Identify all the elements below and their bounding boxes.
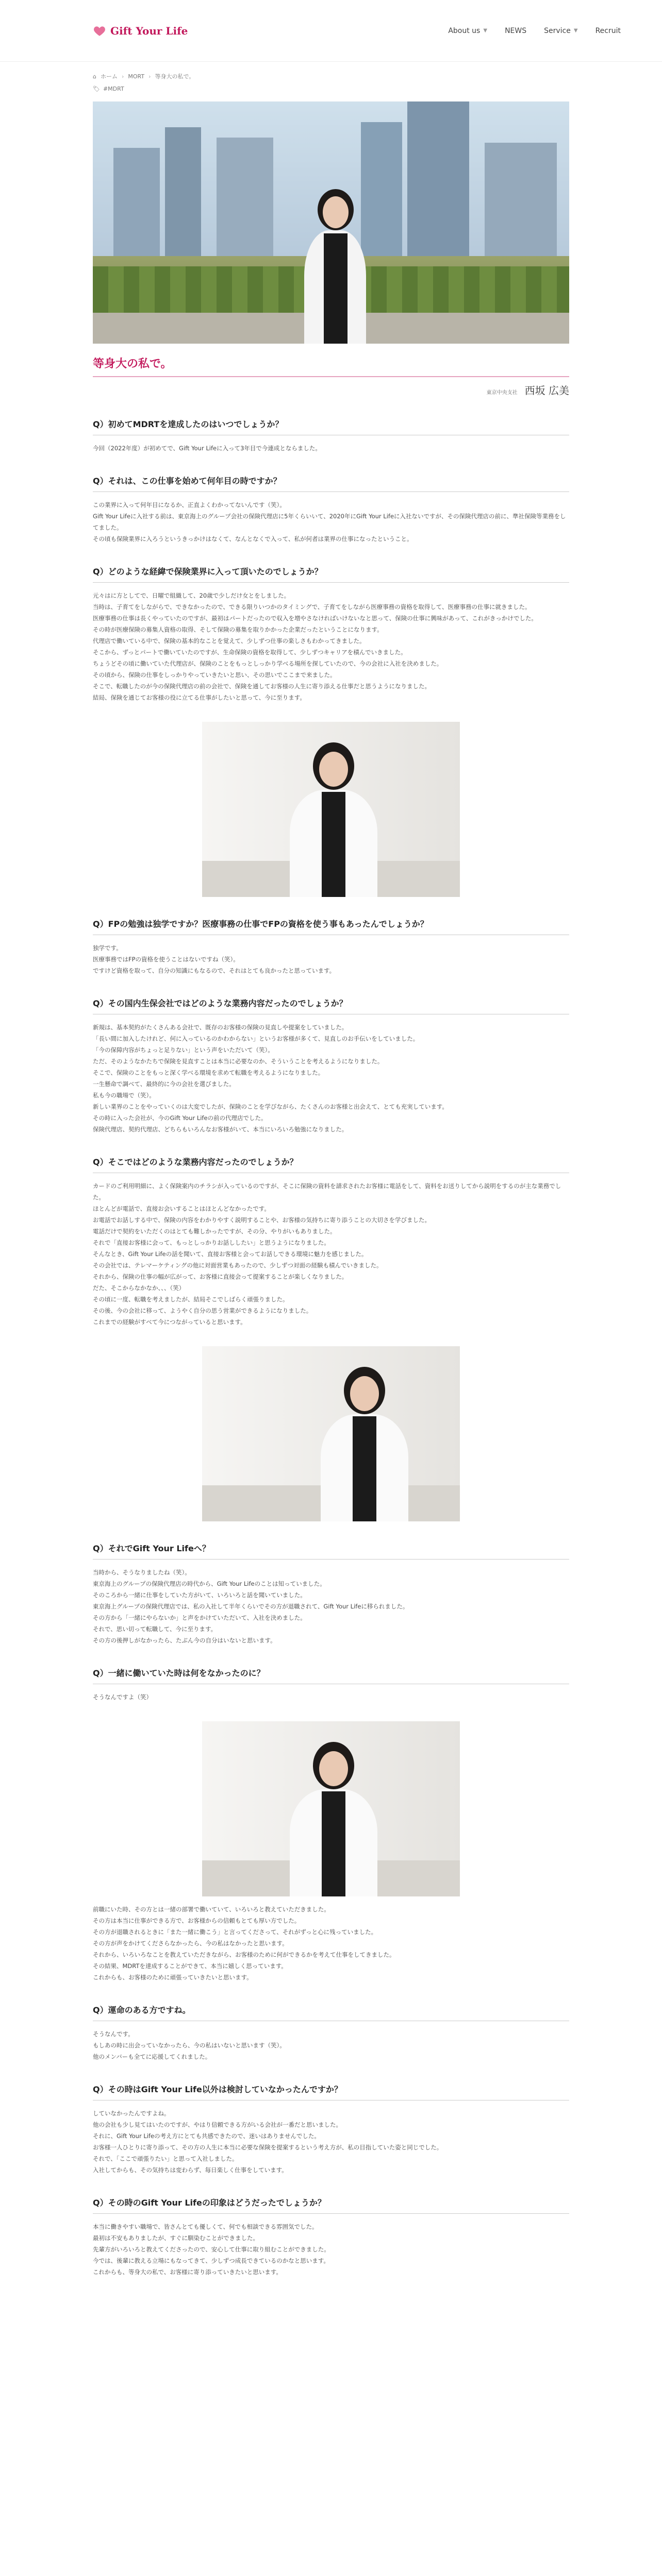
nav-recruit[interactable] — [595, 27, 621, 35]
author-block — [93, 382, 569, 397]
interview-photo — [202, 1721, 460, 1896]
question-heading: Q）その時はGift Your Life以外は検討していなかったんですか？ — [93, 2083, 569, 2100]
chevron-right-icon: › — [148, 73, 151, 80]
interview-photo — [202, 722, 460, 897]
question-heading: Q）その国内生保会社ではどのような業務内容だったのでしょうか？ — [93, 997, 569, 1014]
nav-label: Recruit — [595, 26, 621, 35]
article — [93, 101, 569, 2278]
answer-text: していなかったんですよね。 他の会社も少し見てはいたのですが、やはり信頼できる方がいる会社が一番だと思いました。 それに、Gift Your Lifeの考え方にとても共感できたので、迷いはありませんでした。 お客様一人ひとりに寄り添って、その方の人生に本当に必要な保険を提案するという考え方が、私の目指していた姿と同じでした。 それで、「ここで頑張りたい」と思って入社しました。 入社してからも、その気持ちは変わらず、毎日楽しく仕事をしています。 — [93, 2110, 443, 2174]
tag-icon: 🏷 — [93, 86, 100, 92]
author-name: 西坂 広美 — [524, 384, 569, 397]
question-heading: Q）その時のGift Your Lifeの印象はどうだったでしょうか？ — [93, 2196, 569, 2214]
breadcrumb — [0, 62, 662, 80]
main-nav — [448, 27, 621, 35]
answer-text: 独学です。 医療事務ではFPの資格を使うことはないですね（笑）。 ですけど資格を取って、自分の知識にもなるので、それはとても良かったと思っています。 — [93, 944, 336, 974]
question-heading: Q）初めてMDRTを達成したのはいつでしょうか？ — [93, 418, 569, 435]
site-header — [0, 0, 662, 62]
logo-text: Gift Your Life — [110, 24, 188, 37]
chevron-down-icon: ▼ — [573, 28, 578, 33]
nav-service[interactable] — [544, 27, 577, 35]
title-divider — [93, 376, 569, 377]
nav-about-us[interactable] — [448, 27, 487, 35]
chevron-right-icon: › — [121, 73, 124, 80]
answer-text: 当時から、そうなりましたね（笑）。 東京海上のグループの保険代理店の時代から、Gift Your Lifeのことは知っていました。 そのころから一緒に仕事をしていた方がいて、いろいろと話を聞いていました。 東京海上グループの保険代理店では、私の入社して半年くらいでその方が退職されて、Gift Your Lifeに移られました。 その方から「一緒にやらないか」と声をかけていただいて、入社を決めました。 それで、思い切って転職して、今に至ります。 その方の後押しがなかったら、たぶん今の自分はいないと思います。 — [93, 1569, 409, 1644]
question-heading: Q）一緒に働いていた時は何をなかったのに？ — [93, 1667, 569, 1684]
article-tag[interactable]: #MDRT — [103, 86, 124, 92]
tag-line — [0, 80, 662, 92]
author-department: 東京中央支社 — [486, 390, 518, 396]
question-heading: Q）それは、この仕事を始めて何年目の時ですか？ — [93, 474, 569, 492]
article-title: 等身大の私で。 — [93, 357, 172, 370]
answer-text: 今回（2022年度）が初めてで、Gift Your Lifeに入って3年目で今連成とならました。 — [93, 445, 321, 452]
nav-label: About us — [448, 26, 481, 35]
answer-text: 前職にいた時、その方とは一緒の部署で働いていて、いろいろと教えていただきました。 その方は本当に仕事ができる方で、お客様からの信頼もとても厚い方でした。 その方が退職されるときに「また一緒に働こう」と言ってくださって、それがずっと心に残っていました。 その方が声をかけてくださらなかったら、今の私はなかったと思います。 それから、いろいろなことを教えていただきながら、お客様のために何ができるかを考えて仕事をしてきました。 その結果、MDRTを達成することができて、本当に嬉しく思っています。 これからも、お客様のために頑張っていきたいと思います。 — [93, 1906, 395, 1981]
answer-text: カードのご利用明細に、よく保険案内のチラシが入っているのですが、そこに保険の資料を請求されたお客様に電話をして、資料をお送りしてから説明をするのが主な業務でした。 ほとんどが電話で、直接お会いすることはほとんどなかったです。 お電話でお話しする中で、保険の内容をわかりやすく説明することや、お客様の気持ちに寄り添うことの大切さを学びました。 電話だけで契約をいただくのはとても難しかったですが、その分、やりがいもありました。 それで「直接お客様に会って、もっとしっかりお話ししたい」と思うようになりました。 そんなとき、Gift Your Lifeの話を聞いて、直接お客様と会ってお話しできる環境に魅力を感じました。 その会社では、テレマーケティングの他に対面営業もあったので、少しずつ対面の経験も積んでいきました。 それから、保険の仕事の幅が広がって、お客様に直接会って提案することが楽しくなりました。 だた、そこからなかなか、、、（笑） その頃に一度、転職を考えましたが、結局そこでしばらく頑張りました。 その後、今の会社に移って、ようやく自分の思う営業ができるようになりました。 これまでの経験がすべて今につながっていると思います。 — [93, 1182, 561, 1326]
question-heading: Q）そこではどのような業務内容だったのでしょうか？ — [93, 1156, 569, 1173]
interview-photo — [202, 1346, 460, 1521]
answer-text: そうなんです。 もしあの時に出会っていなかったら、今の私はいないと思います（笑）。 他のメンバーも全てに応援してくれました。 — [93, 2030, 286, 2060]
answer-text: 本当に働きやすい職場で、皆さんとても優しくて、何でも相談できる雰囲気でした。 最初は不安もありましたが、すぐに馴染むことができました。 先輩方がいろいろと教えてくださったので、安心して仕事に取り組むことができました。 今では、後輩に教える立場にもなってきて、少しずつ成長できているのかなと思います。 これからも、等身大の私で、お客様に寄り添っていきたいと思います。 — [93, 2223, 330, 2276]
question-heading: Q）FPの勉強は独学ですか？医療事務の仕事でFPの資格を使う事もあったんでしょうか？ — [93, 918, 569, 935]
breadcrumb-current: 等身大の私で。 — [155, 73, 195, 80]
answer-text: 新規は、基本契約がたくさんある会社で、既存のお客様の保険の見直しや提案をしていました。 「長い間に加入したけれど、何に入っているのかわからない」というお客様が多くて、見直しのお手伝いをしていました。 「今の保障内容がちょっと足りない」という声をいただいて（笑）。 ただ、そのようなかたちで保険を見直すことは本当に必要なのか、そういうことを考えるようになりました。 そこで、保険のことをもっと深く学べる環境を求めて転職を考えるようになりました。 一生懸命で調べて、最終的に今の会社を選びました。 私も今の職場で（笑）。 新しい業界のことをやっていくのは大変でしたが、保険のことを学びながら、たくさんのお客様と出会えて、とても充実しています。 その時に入った会社が、今のGift Your Lifeの前の代理店でした。 保険代理店、契約代理店、どちらもいろんなお客様がいて、本当にいろいろ勉強になりました。 — [93, 1024, 448, 1133]
hero-photo — [93, 101, 569, 344]
answer-text: この業界に入って何年目になるか、正直よくわかってないんです（笑）。 Gift Your Lifeに入社する前は、東京海上のグループ会社の保険代理店に5年くらいいて、2020年にGift Your Lifeに入社ないですが、その保険代理店の前に、準社保険等業務をしてました。 その頃も保険業界に入ろうというきっかけはなくて、なんとなくで入って、私が何者は業界の仕事になったということ。 — [93, 501, 566, 543]
question-heading: Q）運命のある方ですね。 — [93, 2004, 569, 2021]
nav-label: NEWS — [505, 26, 527, 35]
chevron-down-icon: ▼ — [483, 28, 488, 33]
heart-logo-icon — [93, 24, 106, 38]
nav-label: Service — [544, 26, 571, 35]
nav-news[interactable] — [505, 27, 526, 35]
answer-text: そうなんですよ（笑） — [93, 1693, 152, 1701]
question-heading: Q）どのような経緯で保険業界に入って頂いたのでしょうか？ — [93, 565, 569, 583]
question-heading: Q）それでGift Your Lifeへ？ — [93, 1542, 569, 1560]
breadcrumb-home[interactable]: ホーム — [100, 73, 118, 80]
answer-text: 元々はに方としてで、日曜で組織して、20歳で少しだけ女とをしました。 当時は、子育てをしながらで、できなかったので、できる限りいつかのタイミングで、子育てをしながら医療事務の資格を取得して、医療事務の仕事に就きました。 医療事務の仕事は長くやっていたのですが、最初はパートだったので収入を増やさなければいけないなと思って、保険の仕事に興味があって、これがきっかけでした。 その時が医療保険の募集人資格の取得、そして保険の募集を取りかかった企業だったということになります。 代理店で働いている中で、保険の基本的なことを覚えて、少しずつ仕事の楽しさもわかってきました。 そこから、ずっとパートで働いていたのですが、生命保険の資格を取得して、少しずつキャリアを積んでいきました。 ちょうどその頃に働いていた代理店が、保険のことをもっとしっかり学べる場所を探していたので、今の会社に入社を決めました。 その頃から、保険の仕事をしっかりやっていきたいと思い、その思いでここまで来ました。 そこで、転職したのが今の保険代理店の前の会社で、保険を通してお客様の人生に寄り添える仕事だと思うようになりました。 結局、保険を通じてお客様の役に立てる仕事がしたいと思って、今に至ります。 — [93, 592, 537, 701]
site-logo[interactable] — [93, 24, 188, 38]
breadcrumb-category[interactable]: MORT — [128, 73, 145, 80]
home-icon: ⌂ — [93, 73, 96, 80]
